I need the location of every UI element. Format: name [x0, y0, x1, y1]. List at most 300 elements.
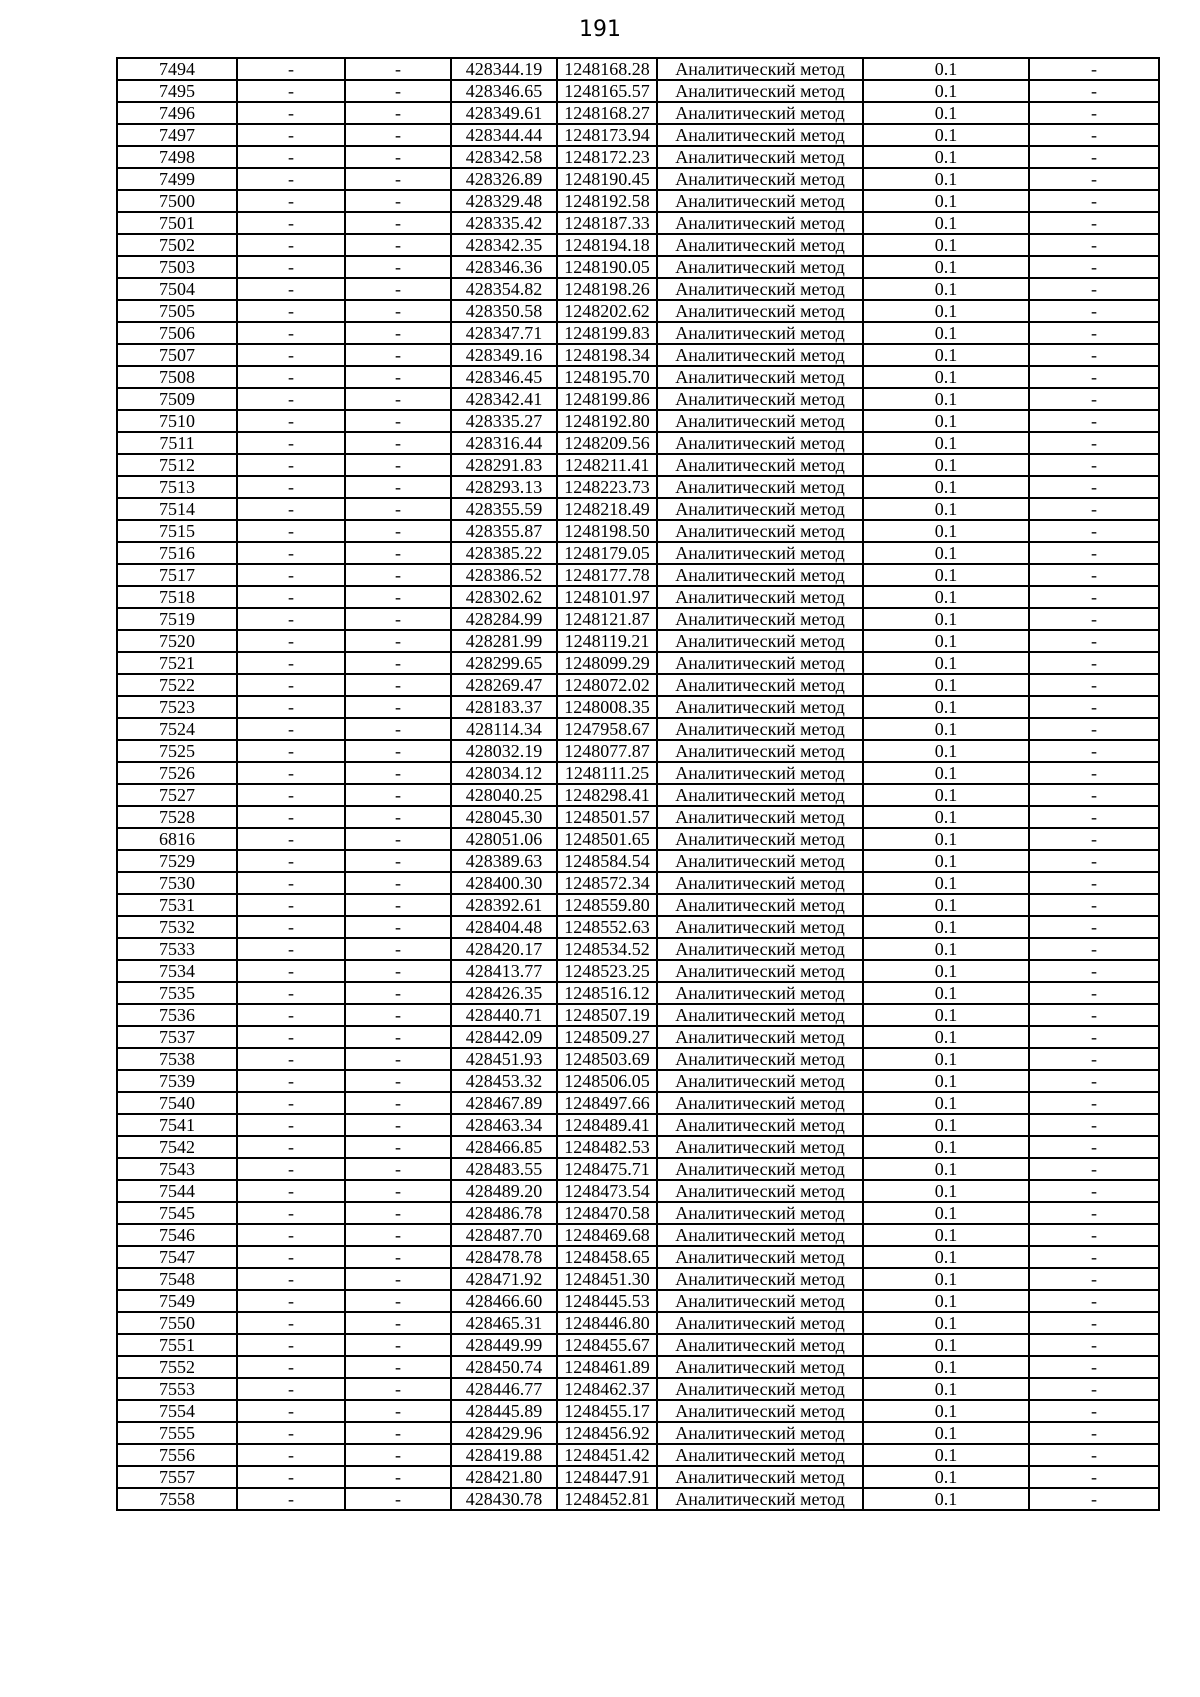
accuracy-cell: 0.1 — [863, 982, 1029, 1004]
note-cell: - — [1029, 542, 1159, 564]
empty-column-2-cell: - — [345, 938, 451, 960]
method-cell: Аналитический метод — [657, 960, 863, 982]
table-row — [117, 1312, 1159, 1334]
table-row — [117, 388, 1159, 410]
empty-column-2-cell: - — [345, 322, 451, 344]
note-cell: - — [1029, 1114, 1159, 1136]
accuracy-cell: 0.1 — [863, 476, 1029, 498]
accuracy-cell: 0.1 — [863, 1422, 1029, 1444]
empty-column-1-cell: - — [237, 366, 345, 388]
note-cell: - — [1029, 1224, 1159, 1246]
point-number-cell: 7515 — [117, 520, 237, 542]
y-coordinate-cell: 1248445.53 — [557, 1290, 657, 1312]
empty-column-2-cell: - — [345, 1422, 451, 1444]
empty-column-1-cell: - — [237, 1488, 345, 1510]
y-coordinate-cell: 1248469.68 — [557, 1224, 657, 1246]
accuracy-cell: 0.1 — [863, 1488, 1029, 1510]
y-coordinate-cell: 1248523.25 — [557, 960, 657, 982]
note-cell: - — [1029, 388, 1159, 410]
coordinates-table-body — [117, 58, 1159, 1510]
empty-column-2-cell: - — [345, 1488, 451, 1510]
y-coordinate-cell: 1248470.58 — [557, 1202, 657, 1224]
empty-column-2-cell: - — [345, 850, 451, 872]
note-cell: - — [1029, 476, 1159, 498]
x-coordinate-cell: 428347.71 — [451, 322, 557, 344]
x-coordinate-cell: 428342.35 — [451, 234, 557, 256]
empty-column-1-cell: - — [237, 1048, 345, 1070]
x-coordinate-cell: 428291.83 — [451, 454, 557, 476]
y-coordinate-cell: 1248165.57 — [557, 80, 657, 102]
empty-column-1-cell: - — [237, 1290, 345, 1312]
empty-column-2-cell: - — [345, 1466, 451, 1488]
empty-column-2-cell: - — [345, 1224, 451, 1246]
table-row — [117, 520, 1159, 542]
point-number-cell: 7516 — [117, 542, 237, 564]
accuracy-cell: 0.1 — [863, 652, 1029, 674]
empty-column-2-cell: - — [345, 1312, 451, 1334]
x-coordinate-cell: 428386.52 — [451, 564, 557, 586]
point-number-cell: 7524 — [117, 718, 237, 740]
point-number-cell: 7548 — [117, 1268, 237, 1290]
empty-column-1-cell: - — [237, 1312, 345, 1334]
x-coordinate-cell: 428355.87 — [451, 520, 557, 542]
empty-column-2-cell: - — [345, 960, 451, 982]
note-cell: - — [1029, 80, 1159, 102]
table-row — [117, 476, 1159, 498]
method-cell: Аналитический метод — [657, 1026, 863, 1048]
empty-column-1-cell: - — [237, 564, 345, 586]
y-coordinate-cell: 1248209.56 — [557, 432, 657, 454]
x-coordinate-cell: 428449.99 — [451, 1334, 557, 1356]
method-cell: Аналитический метод — [657, 630, 863, 652]
point-number-cell: 7507 — [117, 344, 237, 366]
table-row — [117, 80, 1159, 102]
y-coordinate-cell: 1248473.54 — [557, 1180, 657, 1202]
note-cell: - — [1029, 1334, 1159, 1356]
x-coordinate-cell: 428281.99 — [451, 630, 557, 652]
y-coordinate-cell: 1248451.30 — [557, 1268, 657, 1290]
table-row — [117, 256, 1159, 278]
y-coordinate-cell: 1248584.54 — [557, 850, 657, 872]
empty-column-1-cell: - — [237, 212, 345, 234]
empty-column-2-cell: - — [345, 146, 451, 168]
x-coordinate-cell: 428326.89 — [451, 168, 557, 190]
x-coordinate-cell: 428421.80 — [451, 1466, 557, 1488]
accuracy-cell: 0.1 — [863, 168, 1029, 190]
accuracy-cell: 0.1 — [863, 1312, 1029, 1334]
x-coordinate-cell: 428487.70 — [451, 1224, 557, 1246]
y-coordinate-cell: 1248121.87 — [557, 608, 657, 630]
x-coordinate-cell: 428349.61 — [451, 102, 557, 124]
empty-column-2-cell: - — [345, 652, 451, 674]
point-number-cell: 7527 — [117, 784, 237, 806]
empty-column-1-cell: - — [237, 960, 345, 982]
accuracy-cell: 0.1 — [863, 1136, 1029, 1158]
point-number-cell: 7496 — [117, 102, 237, 124]
method-cell: Аналитический метод — [657, 1400, 863, 1422]
accuracy-cell: 0.1 — [863, 542, 1029, 564]
empty-column-1-cell: - — [237, 696, 345, 718]
x-coordinate-cell: 428355.59 — [451, 498, 557, 520]
empty-column-1-cell: - — [237, 850, 345, 872]
note-cell: - — [1029, 784, 1159, 806]
empty-column-2-cell: - — [345, 190, 451, 212]
empty-column-2-cell: - — [345, 1268, 451, 1290]
point-number-cell: 7505 — [117, 300, 237, 322]
y-coordinate-cell: 1248195.70 — [557, 366, 657, 388]
note-cell: - — [1029, 102, 1159, 124]
empty-column-2-cell: - — [345, 894, 451, 916]
note-cell: - — [1029, 58, 1159, 80]
x-coordinate-cell: 428419.88 — [451, 1444, 557, 1466]
empty-column-2-cell: - — [345, 1378, 451, 1400]
y-coordinate-cell: 1248008.35 — [557, 696, 657, 718]
x-coordinate-cell: 428450.74 — [451, 1356, 557, 1378]
note-cell: - — [1029, 1466, 1159, 1488]
y-coordinate-cell: 1248475.71 — [557, 1158, 657, 1180]
method-cell: Аналитический метод — [657, 388, 863, 410]
method-cell: Аналитический метод — [657, 476, 863, 498]
empty-column-1-cell: - — [237, 1136, 345, 1158]
point-number-cell: 7517 — [117, 564, 237, 586]
note-cell: - — [1029, 520, 1159, 542]
accuracy-cell: 0.1 — [863, 366, 1029, 388]
point-number-cell: 7556 — [117, 1444, 237, 1466]
method-cell: Аналитический метод — [657, 916, 863, 938]
point-number-cell: 7530 — [117, 872, 237, 894]
y-coordinate-cell: 1248198.34 — [557, 344, 657, 366]
x-coordinate-cell: 428344.44 — [451, 124, 557, 146]
y-coordinate-cell: 1248218.49 — [557, 498, 657, 520]
note-cell: - — [1029, 322, 1159, 344]
y-coordinate-cell: 1248192.58 — [557, 190, 657, 212]
y-coordinate-cell: 1248462.37 — [557, 1378, 657, 1400]
table-row — [117, 234, 1159, 256]
x-coordinate-cell: 428034.12 — [451, 762, 557, 784]
y-coordinate-cell: 1248190.45 — [557, 168, 657, 190]
empty-column-2-cell: - — [345, 1202, 451, 1224]
x-coordinate-cell: 428430.78 — [451, 1488, 557, 1510]
note-cell: - — [1029, 1004, 1159, 1026]
accuracy-cell: 0.1 — [863, 1378, 1029, 1400]
note-cell: - — [1029, 1356, 1159, 1378]
x-coordinate-cell: 428349.16 — [451, 344, 557, 366]
method-cell: Аналитический метод — [657, 608, 863, 630]
empty-column-2-cell: - — [345, 696, 451, 718]
empty-column-2-cell: - — [345, 344, 451, 366]
empty-column-1-cell: - — [237, 454, 345, 476]
method-cell: Аналитический метод — [657, 740, 863, 762]
accuracy-cell: 0.1 — [863, 1180, 1029, 1202]
method-cell: Аналитический метод — [657, 212, 863, 234]
note-cell: - — [1029, 960, 1159, 982]
y-coordinate-cell: 1248451.42 — [557, 1444, 657, 1466]
point-number-cell: 7554 — [117, 1400, 237, 1422]
empty-column-1-cell: - — [237, 828, 345, 850]
point-number-cell: 7520 — [117, 630, 237, 652]
accuracy-cell: 0.1 — [863, 1158, 1029, 1180]
table-row — [117, 894, 1159, 916]
accuracy-cell: 0.1 — [863, 1444, 1029, 1466]
table-row — [117, 1004, 1159, 1026]
table-row — [117, 124, 1159, 146]
empty-column-2-cell: - — [345, 1048, 451, 1070]
empty-column-1-cell: - — [237, 1378, 345, 1400]
x-coordinate-cell: 428335.42 — [451, 212, 557, 234]
y-coordinate-cell: 1248501.57 — [557, 806, 657, 828]
table-row — [117, 168, 1159, 190]
x-coordinate-cell: 428040.25 — [451, 784, 557, 806]
empty-column-1-cell: - — [237, 762, 345, 784]
table-row — [117, 1136, 1159, 1158]
empty-column-2-cell: - — [345, 564, 451, 586]
empty-column-1-cell: - — [237, 630, 345, 652]
table-row — [117, 190, 1159, 212]
empty-column-2-cell: - — [345, 388, 451, 410]
empty-column-1-cell: - — [237, 1202, 345, 1224]
table-row — [117, 1290, 1159, 1312]
note-cell: - — [1029, 806, 1159, 828]
table-row — [117, 1092, 1159, 1114]
table-row — [117, 696, 1159, 718]
table-row — [117, 410, 1159, 432]
x-coordinate-cell: 428420.17 — [451, 938, 557, 960]
empty-column-2-cell: - — [345, 300, 451, 322]
empty-column-1-cell: - — [237, 1466, 345, 1488]
accuracy-cell: 0.1 — [863, 300, 1029, 322]
point-number-cell: 7533 — [117, 938, 237, 960]
empty-column-2-cell: - — [345, 1444, 451, 1466]
x-coordinate-cell: 428442.09 — [451, 1026, 557, 1048]
table-row — [117, 828, 1159, 850]
y-coordinate-cell: 1248199.83 — [557, 322, 657, 344]
note-cell: - — [1029, 168, 1159, 190]
point-number-cell: 7518 — [117, 586, 237, 608]
y-coordinate-cell: 1248172.23 — [557, 146, 657, 168]
accuracy-cell: 0.1 — [863, 1070, 1029, 1092]
empty-column-2-cell: - — [345, 1114, 451, 1136]
point-number-cell: 7503 — [117, 256, 237, 278]
empty-column-1-cell: - — [237, 806, 345, 828]
x-coordinate-cell: 428426.35 — [451, 982, 557, 1004]
accuracy-cell: 0.1 — [863, 1400, 1029, 1422]
note-cell: - — [1029, 674, 1159, 696]
x-coordinate-cell: 428032.19 — [451, 740, 557, 762]
method-cell: Аналитический метод — [657, 828, 863, 850]
empty-column-2-cell: - — [345, 784, 451, 806]
empty-column-1-cell: - — [237, 102, 345, 124]
empty-column-1-cell: - — [237, 1180, 345, 1202]
point-number-cell: 7543 — [117, 1158, 237, 1180]
point-number-cell: 7523 — [117, 696, 237, 718]
table-row — [117, 498, 1159, 520]
point-number-cell: 7545 — [117, 1202, 237, 1224]
accuracy-cell: 0.1 — [863, 806, 1029, 828]
note-cell: - — [1029, 762, 1159, 784]
y-coordinate-cell: 1248198.26 — [557, 278, 657, 300]
x-coordinate-cell: 428293.13 — [451, 476, 557, 498]
empty-column-2-cell: - — [345, 1136, 451, 1158]
point-number-cell: 7552 — [117, 1356, 237, 1378]
note-cell: - — [1029, 124, 1159, 146]
note-cell: - — [1029, 454, 1159, 476]
empty-column-1-cell: - — [237, 586, 345, 608]
y-coordinate-cell: 1248455.67 — [557, 1334, 657, 1356]
empty-column-2-cell: - — [345, 740, 451, 762]
method-cell: Аналитический метод — [657, 278, 863, 300]
note-cell: - — [1029, 850, 1159, 872]
note-cell: - — [1029, 938, 1159, 960]
method-cell: Аналитический метод — [657, 784, 863, 806]
accuracy-cell: 0.1 — [863, 1356, 1029, 1378]
accuracy-cell: 0.1 — [863, 608, 1029, 630]
empty-column-1-cell: - — [237, 388, 345, 410]
accuracy-cell: 0.1 — [863, 432, 1029, 454]
x-coordinate-cell: 428342.41 — [451, 388, 557, 410]
note-cell: - — [1029, 608, 1159, 630]
accuracy-cell: 0.1 — [863, 498, 1029, 520]
table-row — [117, 564, 1159, 586]
empty-column-2-cell: - — [345, 520, 451, 542]
method-cell: Аналитический метод — [657, 1268, 863, 1290]
table-row — [117, 982, 1159, 1004]
empty-column-1-cell: - — [237, 740, 345, 762]
empty-column-2-cell: - — [345, 718, 451, 740]
table-row — [117, 1334, 1159, 1356]
note-cell: - — [1029, 190, 1159, 212]
note-cell: - — [1029, 256, 1159, 278]
method-cell: Аналитический метод — [657, 322, 863, 344]
note-cell: - — [1029, 1444, 1159, 1466]
accuracy-cell: 0.1 — [863, 894, 1029, 916]
empty-column-2-cell: - — [345, 1180, 451, 1202]
empty-column-1-cell: - — [237, 1400, 345, 1422]
note-cell: - — [1029, 1268, 1159, 1290]
x-coordinate-cell: 428389.63 — [451, 850, 557, 872]
note-cell: - — [1029, 1422, 1159, 1444]
point-number-cell: 7497 — [117, 124, 237, 146]
note-cell: - — [1029, 1048, 1159, 1070]
accuracy-cell: 0.1 — [863, 322, 1029, 344]
accuracy-cell: 0.1 — [863, 344, 1029, 366]
point-number-cell: 7534 — [117, 960, 237, 982]
accuracy-cell: 0.1 — [863, 520, 1029, 542]
x-coordinate-cell: 428346.36 — [451, 256, 557, 278]
y-coordinate-cell: 1248572.34 — [557, 872, 657, 894]
table-row — [117, 102, 1159, 124]
y-coordinate-cell: 1248456.92 — [557, 1422, 657, 1444]
accuracy-cell: 0.1 — [863, 740, 1029, 762]
note-cell: - — [1029, 1488, 1159, 1510]
empty-column-1-cell: - — [237, 410, 345, 432]
method-cell: Аналитический метод — [657, 586, 863, 608]
point-number-cell: 7494 — [117, 58, 237, 80]
y-coordinate-cell: 1248559.80 — [557, 894, 657, 916]
accuracy-cell: 0.1 — [863, 1004, 1029, 1026]
accuracy-cell: 0.1 — [863, 1466, 1029, 1488]
note-cell: - — [1029, 344, 1159, 366]
x-coordinate-cell: 428451.93 — [451, 1048, 557, 1070]
method-cell: Аналитический метод — [657, 1114, 863, 1136]
y-coordinate-cell: 1248187.33 — [557, 212, 657, 234]
point-number-cell: 7549 — [117, 1290, 237, 1312]
accuracy-cell: 0.1 — [863, 784, 1029, 806]
note-cell: - — [1029, 1158, 1159, 1180]
method-cell: Аналитический метод — [657, 806, 863, 828]
table-row — [117, 608, 1159, 630]
empty-column-2-cell: - — [345, 278, 451, 300]
y-coordinate-cell: 1248534.52 — [557, 938, 657, 960]
method-cell: Аналитический метод — [657, 718, 863, 740]
note-cell: - — [1029, 1180, 1159, 1202]
note-cell: - — [1029, 652, 1159, 674]
y-coordinate-cell: 1248192.80 — [557, 410, 657, 432]
point-number-cell: 7538 — [117, 1048, 237, 1070]
empty-column-1-cell: - — [237, 190, 345, 212]
method-cell: Аналитический метод — [657, 1466, 863, 1488]
point-number-cell: 7531 — [117, 894, 237, 916]
table-row — [117, 212, 1159, 234]
method-cell: Аналитический метод — [657, 872, 863, 894]
accuracy-cell: 0.1 — [863, 872, 1029, 894]
point-number-cell: 7510 — [117, 410, 237, 432]
table-row — [117, 1114, 1159, 1136]
table-row — [117, 1070, 1159, 1092]
point-number-cell: 7557 — [117, 1466, 237, 1488]
table-row — [117, 344, 1159, 366]
empty-column-1-cell: - — [237, 718, 345, 740]
x-coordinate-cell: 428385.22 — [451, 542, 557, 564]
note-cell: - — [1029, 1202, 1159, 1224]
method-cell: Аналитический метод — [657, 520, 863, 542]
y-coordinate-cell: 1248298.41 — [557, 784, 657, 806]
table-row — [117, 1422, 1159, 1444]
empty-column-2-cell: - — [345, 872, 451, 894]
x-coordinate-cell: 428329.48 — [451, 190, 557, 212]
accuracy-cell: 0.1 — [863, 1268, 1029, 1290]
empty-column-1-cell: - — [237, 894, 345, 916]
y-coordinate-cell: 1248489.41 — [557, 1114, 657, 1136]
note-cell: - — [1029, 498, 1159, 520]
point-number-cell: 7521 — [117, 652, 237, 674]
y-coordinate-cell: 1247958.67 — [557, 718, 657, 740]
note-cell: - — [1029, 740, 1159, 762]
accuracy-cell: 0.1 — [863, 388, 1029, 410]
empty-column-2-cell: - — [345, 828, 451, 850]
method-cell: Аналитический метод — [657, 256, 863, 278]
note-cell: - — [1029, 432, 1159, 454]
method-cell: Аналитический метод — [657, 1290, 863, 1312]
y-coordinate-cell: 1248497.66 — [557, 1092, 657, 1114]
note-cell: - — [1029, 718, 1159, 740]
note-cell: - — [1029, 366, 1159, 388]
empty-column-2-cell: - — [345, 586, 451, 608]
accuracy-cell: 0.1 — [863, 1224, 1029, 1246]
method-cell: Аналитический метод — [657, 1488, 863, 1510]
y-coordinate-cell: 1248211.41 — [557, 454, 657, 476]
point-number-cell: 7506 — [117, 322, 237, 344]
y-coordinate-cell: 1248077.87 — [557, 740, 657, 762]
empty-column-2-cell: - — [345, 410, 451, 432]
table-row — [117, 58, 1159, 80]
empty-column-1-cell: - — [237, 344, 345, 366]
point-number-cell: 7535 — [117, 982, 237, 1004]
point-number-cell: 7553 — [117, 1378, 237, 1400]
note-cell: - — [1029, 1246, 1159, 1268]
table-row — [117, 652, 1159, 674]
table-row — [117, 784, 1159, 806]
y-coordinate-cell: 1248173.94 — [557, 124, 657, 146]
